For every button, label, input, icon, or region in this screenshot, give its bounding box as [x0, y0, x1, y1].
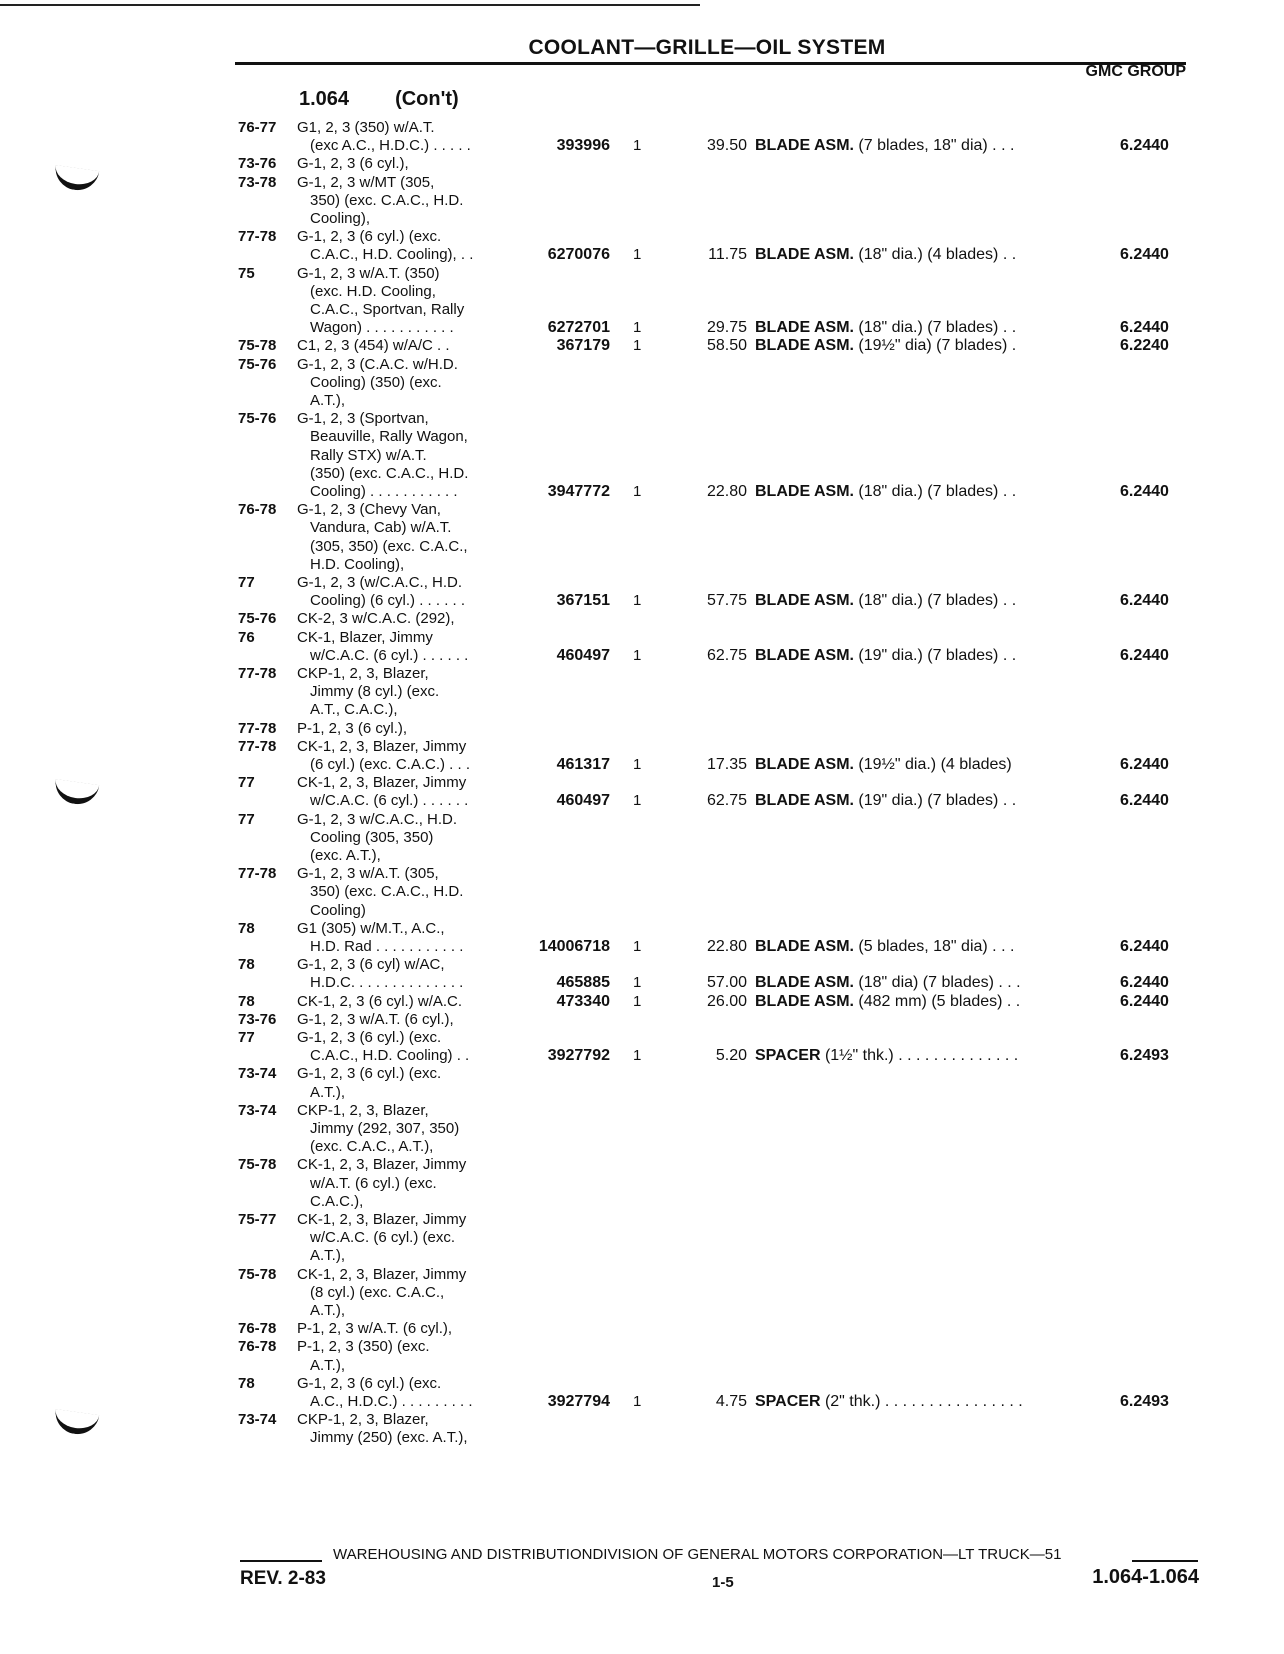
application-text: (305, 350) (exc. C.A.C., — [310, 537, 468, 555]
table-row — [0, 209, 1284, 228]
part-description — [755, 1392, 1023, 1411]
part-detail: (19" dia.) (7 blades) . . — [853, 792, 1017, 810]
part-name: BLADE ASM. — [755, 337, 854, 355]
part-description — [755, 755, 1012, 774]
model-years: 75-76 — [238, 410, 277, 428]
application-text: P-1, 2, 3 w/A.T. (6 cyl.), — [297, 1320, 453, 1338]
application-text: Cooling) (6 cyl.) . . . . . . — [310, 592, 466, 610]
application-text: w/C.A.C. (6 cyl.) . . . . . . — [310, 792, 469, 810]
table-row — [0, 482, 1284, 501]
table-row — [0, 373, 1284, 392]
application-text: CK-1, 2, 3 (6 cyl.) w/A.C. — [297, 992, 463, 1010]
application-text: H.D. Cooling), — [310, 555, 405, 573]
part-name: BLADE ASM. — [755, 592, 854, 610]
part-description — [755, 646, 1016, 665]
table-row — [0, 173, 1284, 192]
table-row — [0, 1283, 1284, 1302]
table-row — [0, 1428, 1284, 1447]
application-text: Wagon) . . . . . . . . . . . — [310, 319, 454, 337]
model-years: 73-74 — [238, 1101, 277, 1119]
group-number: 6.2440 — [1120, 483, 1169, 500]
application-text: (8 cyl.) (exc. C.A.C., — [310, 1283, 445, 1301]
application-text: CK-1, 2, 3, Blazer, Jimmy — [297, 737, 467, 755]
part-detail: (19½" dia.) (4 blades) — [853, 756, 1012, 773]
application-text: P-1, 2, 3 (350) (exc. — [297, 1338, 430, 1356]
part-number: 461317 — [556, 756, 610, 773]
application-text: CKP-1, 2, 3, Blazer, — [297, 1101, 429, 1119]
table-row — [0, 646, 1284, 665]
table-row — [0, 336, 1284, 355]
section-heading — [299, 88, 459, 111]
quantity: 1 — [633, 792, 642, 810]
quantity: 1 — [633, 337, 642, 355]
application-text: G-1, 2, 3 (Chevy Van, — [297, 501, 441, 519]
application-text: A.T., C.A.C.), — [310, 701, 398, 719]
group-number: 6.2493 — [1120, 1393, 1169, 1410]
group-number: 6.2440 — [1120, 319, 1169, 337]
price: 22.80 — [706, 938, 747, 955]
table-row — [0, 992, 1284, 1011]
table-row — [0, 1392, 1284, 1411]
model-years: 76-78 — [238, 1320, 277, 1338]
application-text: (6 cyl.) (exc. C.A.C.) . . . — [310, 756, 471, 773]
part-number: 393996 — [556, 137, 610, 155]
group-number: 6.2440 — [1120, 792, 1169, 810]
part-description — [755, 1046, 1018, 1065]
table-row — [0, 318, 1284, 337]
model-years: 77 — [238, 810, 255, 828]
part-detail: (1½" thk.) . . . . . . . . . . . . . . — [820, 1047, 1019, 1065]
table-row — [0, 737, 1284, 756]
footer-rule-left — [240, 1560, 322, 1562]
group-number: 6.2440 — [1120, 992, 1169, 1010]
application-text: Beauville, Rally Wagon, — [310, 428, 468, 446]
part-number: 14006718 — [538, 938, 610, 955]
table-row — [0, 1210, 1284, 1229]
quantity: 1 — [633, 938, 642, 955]
part-name: BLADE ASM. — [755, 646, 854, 664]
model-years: 77-78 — [238, 865, 277, 883]
table-row — [0, 937, 1284, 956]
quantity: 1 — [633, 319, 642, 337]
part-number: 3947772 — [547, 483, 610, 500]
model-years: 76-78 — [238, 1338, 277, 1356]
model-years: 77-78 — [238, 228, 277, 246]
table-row — [0, 300, 1284, 319]
application-text: Cooling) — [310, 901, 366, 919]
table-row — [0, 919, 1284, 938]
table-row — [0, 573, 1284, 592]
application-text: CK-1, 2, 3, Blazer, Jimmy — [297, 774, 467, 792]
part-detail: (19" dia.) (7 blades) . . — [853, 646, 1017, 664]
model-years: 76-78 — [238, 501, 277, 519]
application-text: w/A.T. (6 cyl.) (exc. — [310, 1174, 437, 1192]
page-title — [0, 36, 1284, 60]
table-row — [0, 537, 1284, 556]
group-number: 6.2440 — [1120, 974, 1169, 992]
quantity: 1 — [633, 1047, 642, 1065]
table-row — [0, 664, 1284, 683]
application-text: (exc A.C., H.D.C.) . . . . . — [310, 137, 471, 155]
table-row — [0, 609, 1284, 628]
revision-label: REV. 2-83 — [240, 1568, 326, 1589]
table-row — [0, 682, 1284, 701]
application-text: G-1, 2, 3 (w/C.A.C., H.D. — [297, 574, 463, 591]
model-years: 76-77 — [238, 119, 277, 136]
part-description — [755, 245, 1016, 264]
table-row — [0, 391, 1284, 410]
application-text: G-1, 2, 3 (6 cyl.) (exc. — [297, 1029, 442, 1046]
application-text: C.A.C., H.D. Cooling), . . — [310, 246, 474, 264]
application-text: H.D.C. . . . . . . . . . . . . . — [310, 974, 464, 992]
quantity: 1 — [633, 483, 642, 500]
application-text: A.T.), — [310, 392, 346, 409]
table-row — [0, 628, 1284, 647]
application-text: Cooling (305, 350) — [310, 828, 434, 846]
application-text: CK-1, 2, 3, Blazer, Jimmy — [297, 1211, 467, 1228]
application-text: G-1, 2, 3 (C.A.C. w/H.D. — [297, 355, 458, 373]
application-text: C.A.C.), — [310, 1192, 364, 1210]
table-row — [0, 828, 1284, 847]
price: 11.75 — [708, 246, 747, 264]
model-years: 77-78 — [238, 719, 277, 737]
application-text: G-1, 2, 3 (6 cyl.), — [297, 155, 409, 173]
price: 62.75 — [706, 646, 747, 664]
part-detail: (482 mm) (5 blades) . . — [853, 992, 1021, 1010]
model-years: 73-74 — [238, 1411, 277, 1429]
table-row — [0, 864, 1284, 883]
table-row — [0, 901, 1284, 920]
part-detail: (18" dia.) (4 blades) . . — [853, 246, 1017, 264]
table-row — [0, 1410, 1284, 1429]
application-text: CKP-1, 2, 3, Blazer, — [297, 665, 429, 682]
part-name: BLADE ASM. — [755, 792, 854, 810]
table-row — [0, 1301, 1284, 1320]
application-text: CKP-1, 2, 3, Blazer, — [297, 1411, 429, 1429]
table-row — [0, 1028, 1284, 1047]
model-years: 77 — [238, 1029, 255, 1046]
application-text: CK-2, 3 w/C.A.C. (292), — [297, 610, 455, 628]
table-row — [0, 1083, 1284, 1102]
table-row — [0, 882, 1284, 901]
table-row — [0, 1174, 1284, 1193]
part-name: BLADE ASM. — [755, 974, 854, 992]
part-number: 6272701 — [547, 319, 610, 337]
application-text: P-1, 2, 3 (6 cyl.), — [297, 719, 408, 737]
price: 62.75 — [706, 792, 747, 810]
table-row — [0, 1319, 1284, 1338]
table-row — [0, 1155, 1284, 1174]
application-text: Jimmy (250) (exc. A.T.), — [310, 1429, 468, 1447]
part-name: BLADE ASM. — [755, 992, 854, 1010]
model-years: 78 — [238, 992, 255, 1010]
application-text: G-1, 2, 3 (6 cyl.) (exc. — [297, 1065, 442, 1083]
model-years: 73-76 — [238, 1010, 277, 1028]
model-years: 75 — [238, 264, 255, 282]
model-years: 77-78 — [238, 737, 277, 755]
table-row — [0, 1337, 1284, 1356]
application-text: G-1, 2, 3 w/A.T. (6 cyl.), — [297, 1010, 454, 1028]
part-number: 3927794 — [547, 1393, 610, 1410]
table-row — [0, 591, 1284, 610]
part-number: 3927792 — [547, 1047, 610, 1065]
group-number: 6.2440 — [1120, 246, 1169, 264]
part-name: SPACER — [755, 1047, 821, 1065]
part-name: BLADE ASM. — [755, 319, 854, 337]
part-description — [755, 318, 1016, 337]
application-text: Cooling) (350) (exc. — [310, 373, 442, 391]
application-text: G-1, 2, 3 w/A.T. (350) — [297, 264, 440, 282]
model-years: 75-77 — [238, 1211, 277, 1228]
application-text: (exc. C.A.C., A.T.), — [310, 1138, 434, 1156]
part-detail: (7 blades, 18" dia) . . . — [853, 137, 1015, 155]
application-text: Jimmy (292, 307, 350) — [310, 1120, 460, 1137]
model-years: 75-76 — [238, 610, 277, 628]
application-text: G-1, 2, 3 (6 cyl) w/AC, — [297, 956, 445, 974]
model-years: 75-78 — [238, 337, 277, 355]
table-row — [0, 555, 1284, 574]
application-text: G-1, 2, 3 (Sportvan, — [297, 410, 429, 428]
quantity: 1 — [633, 992, 642, 1010]
table-row — [0, 136, 1284, 155]
table-row — [0, 1228, 1284, 1247]
part-description — [755, 336, 1016, 355]
quantity: 1 — [633, 246, 642, 264]
application-text: (exc. A.T.), — [310, 847, 381, 864]
table-row — [0, 846, 1284, 865]
section-cont: (Con't) — [395, 88, 459, 110]
header-rule — [235, 62, 1186, 65]
application-text: G-1, 2, 3 w/C.A.C., H.D. — [297, 810, 458, 828]
application-text: CK-1, 2, 3, Blazer, Jimmy — [297, 1265, 467, 1283]
part-description — [755, 937, 1014, 956]
table-row — [0, 973, 1284, 992]
application-text: G-1, 2, 3 w/A.T. (305, — [297, 865, 439, 883]
quantity: 1 — [633, 974, 642, 992]
part-number: 6270076 — [547, 246, 610, 264]
price: 4.75 — [715, 1393, 747, 1410]
price: 58.50 — [706, 337, 747, 355]
part-description — [755, 992, 1020, 1011]
application-text: Cooling) . . . . . . . . . . . — [310, 483, 458, 500]
footer-division: WAREHOUSING AND DISTRIBUTIONDIVISION OF GENERAL MOTORS CORPORATION—LT TRUCK—51 — [333, 1546, 1062, 1563]
model-years: 73-76 — [238, 155, 277, 173]
application-text: CK-1, 2, 3, Blazer, Jimmy — [297, 1156, 467, 1174]
application-text: (exc. H.D. Cooling, — [310, 282, 436, 300]
part-detail: (18" dia.) (7 blades) . . — [853, 483, 1017, 500]
price: 22.80 — [706, 483, 747, 500]
group-number: 6.2440 — [1120, 137, 1169, 155]
part-detail: (2" thk.) . . . . . . . . . . . . . . . . — [820, 1393, 1023, 1410]
table-row — [0, 464, 1284, 483]
table-row — [0, 282, 1284, 301]
table-row — [0, 1356, 1284, 1375]
group-number: 6.2440 — [1120, 592, 1169, 610]
application-text: 350) (exc. C.A.C., H.D. — [310, 191, 464, 209]
table-row — [0, 719, 1284, 738]
application-text: Vandura, Cab) w/A.T. — [310, 519, 452, 537]
part-detail: (18" dia.) (7 blades) . . — [853, 319, 1017, 337]
part-detail: (18" dia) (7 blades) . . . — [853, 974, 1021, 992]
quantity: 1 — [633, 1393, 642, 1410]
part-number: 367179 — [556, 337, 610, 355]
part-description — [755, 791, 1016, 810]
part-detail: (19½" dia) (7 blades) . — [853, 337, 1017, 355]
price: 57.75 — [706, 592, 747, 610]
application-text: (350) (exc. C.A.C., H.D. — [310, 464, 469, 482]
application-text: G-1, 2, 3 (6 cyl.) (exc. — [297, 1374, 442, 1392]
application-text: A.T.), — [310, 1356, 346, 1374]
table-row — [0, 700, 1284, 719]
group-number: 6.2440 — [1120, 756, 1169, 773]
table-row — [0, 1010, 1284, 1029]
application-text: A.C., H.D.C.) . . . . . . . . . — [310, 1393, 473, 1410]
model-years: 73-74 — [238, 1065, 277, 1083]
part-description — [755, 482, 1016, 501]
table-row — [0, 773, 1284, 792]
model-years: 75-78 — [238, 1265, 277, 1283]
section-code: 1.064-1.064 — [1092, 1566, 1199, 1588]
price: 57.00 — [706, 974, 747, 992]
model-years: 75-78 — [238, 1156, 277, 1174]
table-row — [0, 500, 1284, 519]
application-text: A.T.), — [310, 1302, 346, 1319]
table-row — [0, 118, 1284, 137]
application-text: Jimmy (8 cyl.) (exc. — [310, 683, 440, 701]
table-row — [0, 1137, 1284, 1156]
part-description — [755, 136, 1014, 155]
price: 26.00 — [706, 992, 747, 1010]
quantity: 1 — [633, 646, 642, 664]
model-years: 76 — [238, 628, 255, 646]
table-row — [0, 355, 1284, 374]
page-title-text: COOLANT—GRILLE—OIL SYSTEM — [528, 36, 886, 59]
application-text: A.T.), — [310, 1247, 346, 1265]
table-row — [0, 227, 1284, 246]
model-years: 78 — [238, 1374, 255, 1392]
table-row — [0, 1192, 1284, 1211]
application-text: G-1, 2, 3 (6 cyl.) (exc. — [297, 228, 442, 246]
table-row — [0, 245, 1284, 264]
top-scan-line — [0, 4, 700, 6]
application-text: 350) (exc. C.A.C., H.D. — [310, 883, 464, 901]
application-text: C.A.C., H.D. Cooling) . . — [310, 1047, 470, 1065]
table-row — [0, 191, 1284, 210]
application-text: CK-1, Blazer, Jimmy — [297, 628, 433, 646]
part-name: BLADE ASM. — [755, 246, 854, 264]
part-detail: (18" dia.) (7 blades) . . — [853, 592, 1017, 610]
part-description — [755, 591, 1016, 610]
part-name: SPACER — [755, 1393, 821, 1410]
table-row — [0, 810, 1284, 829]
footer-rule-right — [1132, 1560, 1198, 1562]
part-number: 465885 — [556, 974, 610, 992]
part-number: 367151 — [556, 592, 610, 610]
application-text: G1, 2, 3 (350) w/A.T. — [297, 119, 435, 136]
table-row — [0, 154, 1284, 173]
table-row — [0, 1374, 1284, 1393]
application-text: G-1, 2, 3 w/MT (305, — [297, 173, 435, 191]
table-row — [0, 1064, 1284, 1083]
table-row — [0, 755, 1284, 774]
table-row — [0, 518, 1284, 537]
quantity: 1 — [633, 756, 642, 773]
part-name: BLADE ASM. — [755, 938, 854, 955]
table-row — [0, 409, 1284, 428]
table-row — [0, 955, 1284, 974]
table-row — [0, 427, 1284, 446]
group-number: 6.2440 — [1120, 938, 1169, 955]
application-text: w/C.A.C. (6 cyl.) . . . . . . — [310, 646, 469, 664]
application-text: G1 (305) w/M.T., A.C., — [297, 919, 445, 937]
part-name: BLADE ASM. — [755, 756, 854, 773]
table-row — [0, 1246, 1284, 1265]
model-years: 75-76 — [238, 355, 277, 373]
part-detail: (5 blades, 18" dia) . . . — [853, 938, 1015, 955]
application-text: A.T.), — [310, 1083, 346, 1101]
table-row — [0, 1101, 1284, 1120]
table-row — [0, 1119, 1284, 1138]
group-number: 6.2240 — [1120, 337, 1169, 355]
group-number: 6.2440 — [1120, 646, 1169, 664]
section-number: 1.064 — [299, 88, 350, 110]
table-row — [0, 264, 1284, 283]
price: 39.50 — [706, 137, 747, 155]
part-number: 473340 — [556, 992, 610, 1010]
model-years: 78 — [238, 919, 255, 937]
group-label: GMC GROUP — [1085, 63, 1186, 80]
model-years: 78 — [238, 956, 255, 974]
price: 29.75 — [706, 319, 747, 337]
quantity: 1 — [633, 592, 642, 610]
part-description — [755, 973, 1021, 992]
price: 5.20 — [715, 1047, 747, 1065]
table-row — [0, 1046, 1284, 1065]
model-years: 77-78 — [238, 665, 277, 682]
table-row — [0, 791, 1284, 810]
group-number: 6.2493 — [1120, 1047, 1169, 1065]
table-row — [0, 446, 1284, 465]
quantity: 1 — [633, 137, 642, 155]
application-text: C.A.C., Sportvan, Rally — [310, 301, 465, 318]
application-text: C1, 2, 3 (454) w/A/C . . — [297, 337, 450, 355]
part-number: 460497 — [556, 792, 610, 810]
application-text: H.D. Rad . . . . . . . . . . . — [310, 938, 464, 955]
page-number: 1-5 — [712, 1574, 734, 1591]
application-text: w/C.A.C. (6 cyl.) (exc. — [310, 1229, 456, 1247]
part-name: BLADE ASM. — [755, 137, 854, 155]
part-name: BLADE ASM. — [755, 483, 854, 500]
application-text: Cooling), — [310, 210, 371, 227]
table-row — [0, 1265, 1284, 1284]
application-text: Rally STX) w/A.T. — [310, 446, 427, 464]
model-years: 77 — [238, 774, 255, 792]
model-years: 73-78 — [238, 173, 277, 191]
part-number: 460497 — [556, 646, 610, 664]
model-years: 77 — [238, 574, 255, 591]
price: 17.35 — [706, 756, 747, 773]
